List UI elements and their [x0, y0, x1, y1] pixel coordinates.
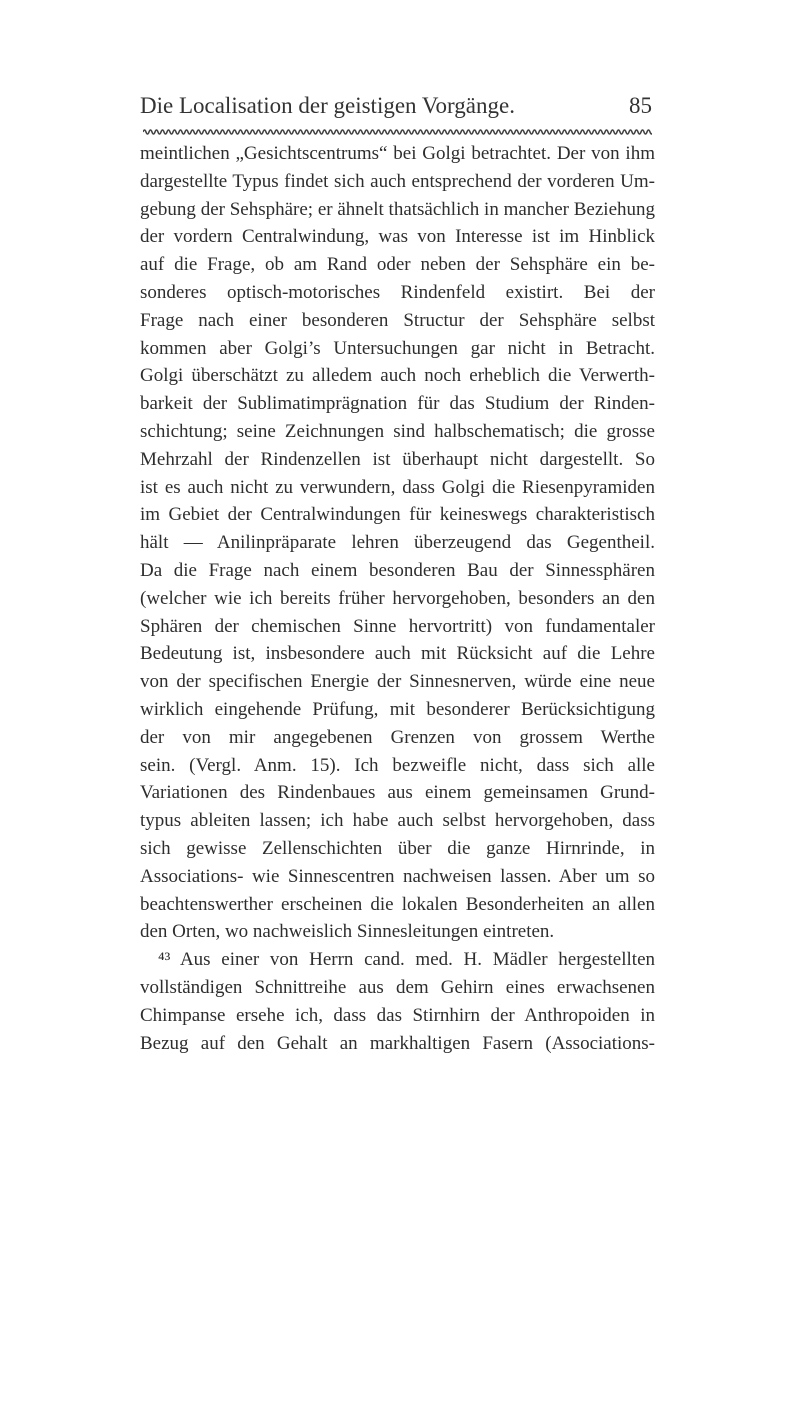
- text-line: Mehrzahl der Rindenzellen ist überhaupt nicht dargestellt. So: [140, 448, 655, 470]
- text-line: beachtenswerther erscheinen die lokalen Besonderheiten an allen: [140, 893, 655, 915]
- text-line: schichtung; seine Zeichnungen sind halbschematisch; die grosse: [140, 420, 655, 442]
- text-line: Golgi überschätzt zu alledem auch noch erheblich die Verwerth-: [140, 365, 655, 387]
- footnote-line: Bezug auf den Gehalt an markhaltigen Fasern (Associations-: [140, 1032, 655, 1054]
- text-line: den Orten, wo nachweislich Sinnesleitungen eintreten.: [140, 921, 555, 943]
- text-line: Variationen des Rindenbaues aus einem gemeinsamen Grund-: [140, 782, 655, 804]
- footnote-line: vollständigen Schnittreihe aus dem Gehirn eines erwachsenen: [140, 976, 655, 998]
- text-line: auf die Frage, ob am Rand oder neben der Sehsphäre ein be-: [140, 254, 655, 276]
- text-line: sich gewisse Zellenschichten über die ganze Hirnrinde, in: [140, 837, 655, 859]
- footnote-line: Chimpanse ersehe ich, dass das Stirnhirn der Anthropoiden in: [140, 1004, 655, 1026]
- text-line: hält — Anilinpräparate lehren überzeugend das Gegentheil.: [140, 532, 655, 554]
- text-line: typus ableiten lassen; ich habe auch selbst hervorgehoben, dass: [140, 810, 655, 832]
- text-line: gebung der Sehsphäre; er ähnelt thatsächlich in mancher Beziehung: [140, 198, 655, 220]
- running-title: Die Localisation der geistigen Vorgänge.: [140, 93, 515, 118]
- text-line: meintlichen „Gesichtscentrums“ bei Golgi betrachtet. Der von ihm: [140, 143, 655, 164]
- text-line: Sphären der chemischen Sinne hervortritt) von fundamentaler: [140, 615, 655, 637]
- text-line: dargestellte Typus findet sich auch entsprechend der vorderen Um-: [140, 170, 655, 192]
- wavy-rule-ornament: [143, 128, 652, 136]
- text-line: wirklich eingehende Prüfung, mit besonderer Berücksichtigung: [140, 698, 655, 720]
- text-line: sonderes optisch-motorisches Rindenfeld existirt. Bei der: [140, 281, 655, 303]
- text-line: Da die Frage nach einem besonderen Bau der Sinnessphären: [140, 559, 655, 581]
- page-number: 85: [629, 93, 652, 118]
- text-line: barkeit der Sublimatimprägnation für das Studium der Rinden-: [140, 393, 655, 415]
- text-line: sein. (Vergl. Anm. 15). Ich bezweifle nicht, dass sich alle: [140, 754, 655, 776]
- text-line: kommen aber Golgi’s Untersuchungen gar nicht in Betracht.: [140, 337, 655, 359]
- text-line: (welcher wie ich bereits früher hervorgehoben, besonders an den: [140, 587, 655, 609]
- body-text: [140, 140, 655, 1057]
- footnote-line: ⁴³ Aus einer von Herrn cand. med. H. Mädler hergestellten: [158, 949, 655, 971]
- text-line: im Gebiet der Centralwindungen für keineswegs charakteristisch: [140, 504, 655, 526]
- text-line: von der specifischen Energie der Sinnesnerven, würde eine neue: [140, 671, 655, 693]
- text-line: Frage nach einer besonderen Structur der Sehsphäre selbst: [140, 309, 655, 331]
- text-line: Associations- wie Sinnescentren nachweisen lassen. Aber um so: [140, 865, 655, 887]
- text-line: ist es auch nicht zu verwundern, dass Golgi die Riesenpyramiden: [140, 476, 655, 498]
- text-line: Bedeutung ist, insbesondere auch mit Rücksicht auf die Lehre: [140, 643, 655, 665]
- text-line: der vordern Centralwindung, was von Interesse ist im Hinblick: [140, 226, 655, 248]
- running-header: [140, 93, 652, 129]
- text-line: der von mir angegebenen Grenzen von grossem Werthe: [140, 726, 655, 748]
